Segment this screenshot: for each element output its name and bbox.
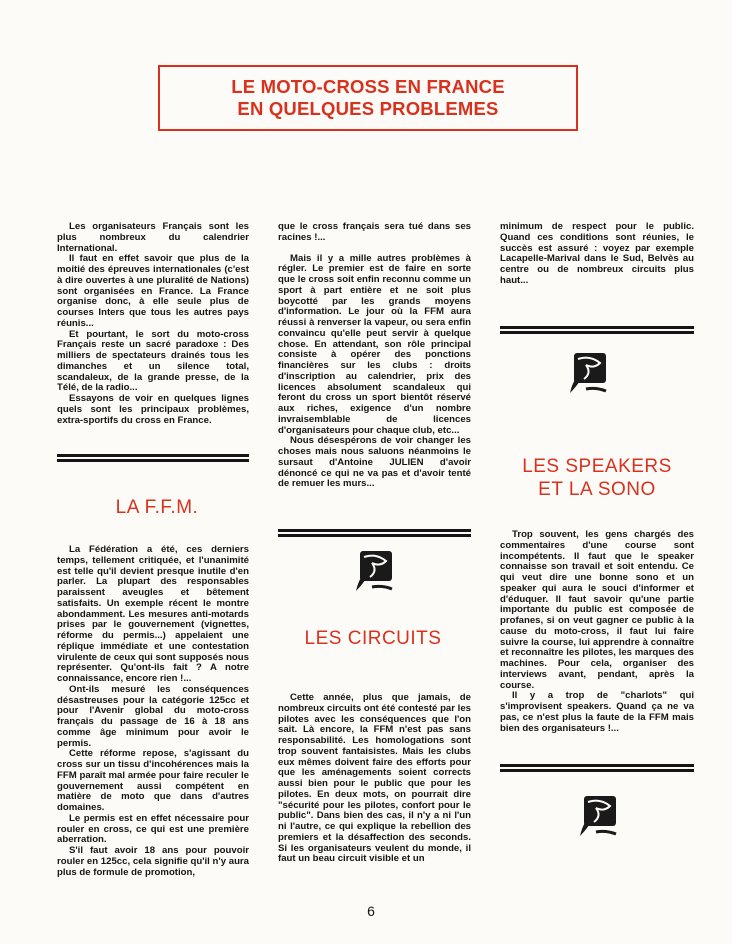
section-heading-ffm: LA F.F.M. [115, 497, 199, 518]
paragraph: Trop souvent, les gens chargés des commentaires d'une course sont incompétents. Il faut que le speaker connaisse son travail et soit entendu. Ce qui veut dire une bonne sono et un speaker qui aura le souci d'informer et d'éduquer. Il faut savoir qu'une partie importante du public est composée de profanes, si on veut gagner ce public à la cause du moto-cross, il faut lui faire suivre la course, lui apprendre à connaître et reconnaître les pilotes, les marques des machines. Pour cela, organiser des interviews avant, pendant, après la course. [500, 529, 694, 691]
section-heading-speakers [500, 455, 694, 501]
paragraph: Le permis est en effet nécessaire pour rouler en cross, ce qui est une première aberration. [57, 812, 249, 846]
paragraph: Nous désespérons de voir changer les choses mais nous saluons néanmoins le sursaut d'Antoine JULIEN d'avoir dénoncé ce qui ne va pas et d'avoir tenté de remuer les murs... [278, 435, 471, 490]
divider [500, 326, 694, 334]
page-title-line1: LE MOTO-CROSS EN FRANCE [231, 76, 505, 97]
floral-ornament-icon [566, 349, 612, 395]
paragraph: que le cross français sera tué dans ses racines !... [278, 221, 471, 243]
paragraph: Ont-ils mesuré les conséquences désastreuses pour la catégorie 125cc et pour l'Avenir global du moto-cross français du passage de 16 à 18 ans comme âge minimum pour avoir le permis. [57, 683, 249, 749]
intro-text [57, 222, 249, 426]
middle-top-text [278, 222, 471, 490]
paragraph: Cette année, plus que jamais, de nombreux circuits ont été contesté par les pilotes avec les conséquences que l'on sait. Là encore, la FFM n'est pas sans responsabilité. Les homologations sont trop souvent fantaisistes. Mais les clubs eux mêmes doivent faire des efforts pour que les aménagements soient corrects aussi bien pour le public que pour les pilotes. En deux mots, on pourrait dire "sécurité pour les pilotes, confort pour le public". Dans bien des cas, il n'y a ni l'un ni l'autre, ce qui explique la rebellion des premiers et la désaffection des seconds. Si les organisateurs veulent du monde, il faut un beau circuit visible et un [278, 692, 471, 865]
paragraph: Et pourtant, le sort du moto-cross Français reste un sacré paradoxe : Des milliers de spectateurs drainés tous les dimanches et un silence total, scandaleux, de la grande presse, de la Télé, de la radio... [57, 328, 249, 394]
ffm-text [57, 545, 249, 878]
circuits-text [278, 693, 471, 865]
divider [278, 529, 471, 537]
paragraph: S'il faut avoir 18 ans pour pouvoir rouler en 125cc, cela signifie qu'il n'y aura plus de formule de promotion, [57, 845, 249, 878]
section-heading-circuits: LES CIRCUITS [304, 628, 442, 649]
floral-ornament-icon [576, 792, 622, 838]
paragraph: Mais il y a mille autres problèmes à régler. Le premier est de faire en sorte que le cross soit enfin reconnu comme un sport à part entière et ne soit plus boycotté par les grands moyens d'information. Le jour où la FFM aura réussi à renverser la vapeur, ou sera enfin convaincu qu'elle peut servir à quelque chose. En attendant, son rôle principal consiste à opérer des ponctions financières sur les clubs : droits d'inscription au calendrier, prix des licences absolument scandaleux qui feront du cross un sport bientôt réservé aux riches, exigence d'un nombre invraisemblable de licences d'organisateurs pour chaque club, etc... [278, 252, 471, 436]
paragraph: Essayons de voir en quelques lignes quels sont les principaux problèmes, extra-sportifs du cross en France. [57, 393, 249, 426]
paragraph: Il y a trop de "charlots" qui s'improvisent speakers. Quand ça ne va pas, ce n'est plus la faute de la FFM mais bien des organisateurs !... [500, 690, 694, 734]
divider [500, 764, 694, 772]
divider [57, 454, 249, 462]
paragraph: minimum de respect pour le public. Quand ces conditions sont réunies, le succès est assuré : voyez par exemple Lacapelle-Marival dans le Sud, Belvès au centre ou de nombreux circuits plus haut... [500, 221, 694, 286]
right-top-text [500, 222, 694, 287]
heading-line: ET LA SONO [538, 479, 656, 500]
page-title-line2: EN QUELQUES PROBLEMES [237, 98, 499, 119]
floral-ornament-icon [352, 547, 398, 593]
page-number: 6 [367, 903, 375, 919]
paragraph: Il faut en effet savoir que plus de la moitié des épreuves internationales (c'est à dire ouvertes à une pluralité de Nations) sont organisées en France. La France organise donc, à elle seule plus de courses Inters que tous les autres pays réunis... [57, 253, 249, 329]
paragraph: Les organisateurs Français sont les plus nombreux du calendrier International. [57, 221, 249, 254]
heading-line: LES SPEAKERS [522, 456, 672, 477]
paragraph: Cette réforme repose, s'agissant du cross sur un tissu d'incohérences mais la FFM paraît mal armée pour faire reculer le gouvernement aussi compétent en matière de moto que dans d'autres domaines. [57, 748, 249, 813]
speakers-text [500, 530, 694, 734]
title-box [158, 65, 578, 131]
paragraph: La Fédération a été, ces derniers temps, tellement critiquée, et l'unanimité est telle qu'il devient presque inutile d'en parler. La plupart des responsables paraissent aveugles et bêtement satisfaits. Un exemple récent le montre abondamment. Les mesures anti-motards prises par le gouvernement (vignettes, réforme du permis...) appelaient une réplique immédiate et une contestation virulente de ceux qui sont supposés nous représenter. Qu'ont-ils fait ? A notre connaissance, encore rien !... [57, 544, 249, 684]
